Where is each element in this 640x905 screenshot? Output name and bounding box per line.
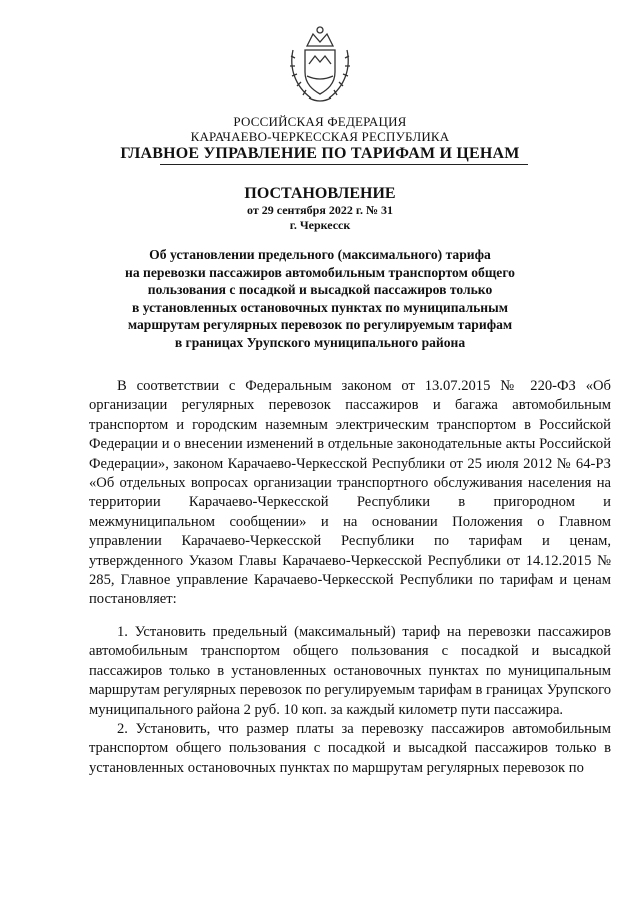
decree-block (0, 185, 640, 233)
subject-line: маршрутам регулярных перевозок по регулируемым тарифам (127, 317, 513, 333)
item-1-paragraph: 1. Установить предельный (максимальный) тариф на перевозки пассажиров автомобильным транспортом общего пользования с посадкой и высадкой пассажиров только в установленных остановочных пунктах по муниципальным маршрутам регулярных перевозок по регулируемым тарифам в границах Урупского муниципального района 2 руб. 10 коп. за каждый километр пути пассажира. (89, 623, 611, 718)
subject-line: на перевозки пассажиров автомобильным транспортом общего (125, 264, 515, 280)
header-divider (160, 164, 528, 165)
decree-subject (100, 246, 540, 352)
decree-title: ПОСТАНОВЛЕНИЕ (244, 185, 396, 202)
header-authority: ГЛАВНОЕ УПРАВЛЕНИЕ ПО ТАРИФАМ И ЦЕНАМ (120, 145, 520, 162)
coat-of-arms-icon (285, 20, 355, 110)
coat-of-arms-emblem (285, 20, 355, 110)
document-header (0, 114, 640, 164)
header-country: РОССИЙСКАЯ ФЕДЕРАЦИЯ (233, 114, 407, 129)
header-republic: КАРАЧАЕВО-ЧЕРКЕССКАЯ РЕСПУБЛИКА (190, 129, 450, 144)
preamble-paragraph: В соответствии с Федеральным законом от 13.07.2015 № 220-ФЗ «Об организации регулярных перевозок пассажиров и багажа автомобильным транспортом и городским наземным электрическим транспортом в Российской Федерации и о внесении изменений в отдельные законодательные акты Российской Федерации», законом Карачаево-Черкесской Республики от 25 июля 2012 № 64-РЗ «Об отдельных вопросах организации транспортного обслуживания населения на территории Карачаево-Черкесской Республики в пригородном и межмуниципальном сообщении» и на основании Положения о Главном управлении Карачаево-Черкесской Республики по тарифам и ценам, утвержденного Указом Главы Карачаево-Черкесской Республики от 14.12.2015 № 285, Главное управление Карачаево-Черкесской Республики по тарифам и ценам постановляет: (89, 378, 611, 608)
document-body (89, 377, 611, 778)
subject-line: в границах Урупского муниципального района (174, 334, 466, 350)
decree-city: г. Черкесск (289, 218, 351, 232)
decree-date-number: от 29 сентября 2022 г. № 31 (247, 203, 393, 217)
subject-line: пользования с посадкой и высадкой пассажиров только (147, 282, 493, 298)
subject-line: в установленных остановочных пунктах по муниципальным (132, 299, 508, 315)
item-2-paragraph: 2. Установить, что размер платы за перевозку пассажиров автомобильным транспортом общего пользования с посадкой и высадкой пассажиров только в установленных остановочных пунктах по маршрутам регулярных перевозок по (89, 720, 611, 776)
subject-line: Об установлении предельного (максимального) тарифа (149, 247, 491, 262)
